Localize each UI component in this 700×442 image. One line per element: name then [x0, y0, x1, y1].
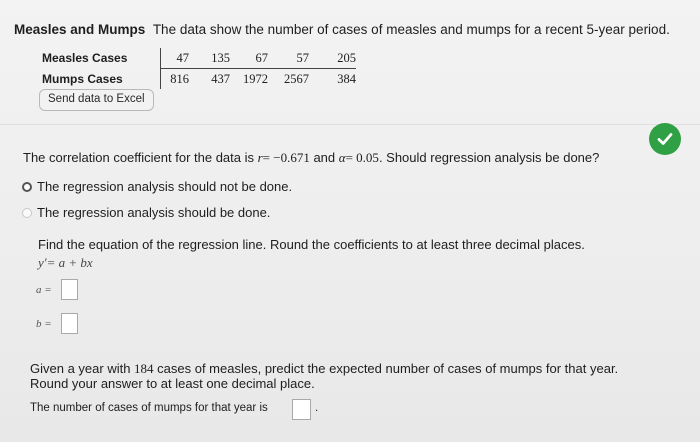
- table-cell: 205: [309, 48, 356, 69]
- table-cell: 816: [170, 71, 189, 86]
- regression-equation: y′= a + bx: [38, 255, 93, 270]
- a-input[interactable]: [61, 279, 78, 300]
- period: .: [315, 402, 319, 414]
- measles-count: 184: [134, 361, 154, 376]
- table-cell: 57: [268, 48, 309, 69]
- row-header-mumps: Mumps Cases: [38, 69, 161, 90]
- regression-instruction: Find the equation of the regression line. Round the coefficients to at least three decimal places.: [38, 237, 585, 252]
- table-cell: 135: [189, 48, 230, 69]
- question-text: The correlation coefficient for the data is r= −0.671 and α= 0.05. Should regression analysis be done?: [23, 150, 600, 165]
- r-value: = −0.671: [262, 150, 310, 165]
- r-symbol: r: [257, 150, 263, 165]
- option-not-done[interactable]: [22, 179, 292, 194]
- table-cell: 437: [211, 71, 230, 86]
- row-header-measles: Measles Cases: [38, 48, 161, 69]
- radio-selected-icon[interactable]: [22, 182, 32, 192]
- problem-title: Measles and Mumps: [14, 22, 146, 37]
- option-done[interactable]: [22, 205, 270, 220]
- alpha-value: = 0.05: [345, 150, 379, 165]
- table-cell: 67: [230, 48, 268, 69]
- table-cell: 2567: [284, 71, 309, 86]
- prediction-input[interactable]: [292, 399, 311, 420]
- rounding-instruction: Round your answer to at least one decimal place.: [30, 376, 315, 391]
- radio-unselected-icon[interactable]: [22, 208, 32, 218]
- prediction-question: Given a year with 184 cases of measles, predict the expected number of cases of mumps for that year. Round your answer to at least one decimal place.: [30, 361, 619, 391]
- section-divider: [0, 124, 700, 125]
- check-icon: [649, 123, 681, 155]
- send-to-excel-button[interactable]: Send data to Excel: [39, 89, 154, 111]
- problem-statement: [14, 22, 670, 37]
- prediction-answer-label: The number of cases of mumps for that year is: [30, 402, 268, 414]
- option-label: The regression analysis should not be done.: [37, 179, 293, 194]
- b-label: b =: [36, 318, 52, 330]
- table-cell: 384: [337, 71, 356, 86]
- problem-description: The data show the number of cases of measles and mumps for a recent 5-year period.: [152, 22, 670, 37]
- table-row-mumps: [38, 69, 356, 90]
- table-cell: 47: [161, 48, 190, 69]
- data-table: [38, 48, 356, 89]
- a-label: a =: [36, 284, 52, 296]
- b-input[interactable]: [61, 313, 78, 334]
- option-label: The regression analysis should be done.: [37, 205, 271, 220]
- alpha-symbol: α: [338, 150, 346, 165]
- table-row-measles: [38, 48, 356, 69]
- table-cell: 1972: [243, 71, 268, 86]
